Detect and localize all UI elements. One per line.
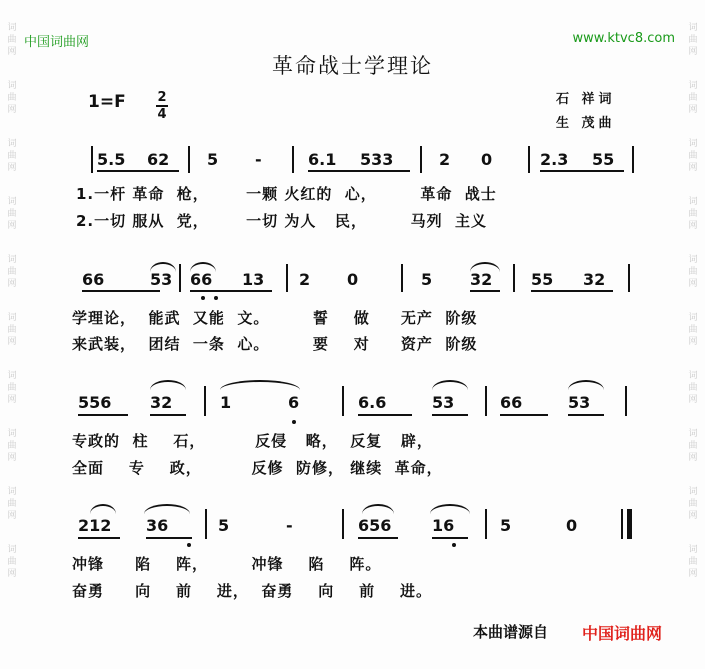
site-url-right[interactable]: www.ktvc8.com [572, 31, 675, 46]
watermark-group [7, 428, 16, 464]
watermark-char: 网 [7, 511, 17, 521]
watermark-group [7, 312, 16, 348]
lyrics-verse-1: 学理论， 能武 又能 文。 誓 做 无产 阶级 [72, 309, 478, 327]
composer-credit: 生 茂曲 [556, 116, 616, 131]
watermark-group [7, 80, 16, 116]
watermark-char: 曲 [688, 209, 698, 219]
watermark-char: 曲 [688, 325, 698, 335]
note-group: 5 [421, 270, 433, 289]
watermark-char: 词 [7, 313, 17, 323]
underline [432, 414, 468, 416]
note-group: 5.5 [97, 150, 126, 169]
barline [292, 146, 294, 173]
barline [204, 386, 206, 416]
time-sig-top: 2 [157, 90, 167, 105]
watermark-char: 网 [7, 453, 17, 463]
barline [342, 509, 344, 539]
note-group: 36 [146, 516, 169, 535]
note-group: 16 [432, 516, 455, 535]
underline [358, 537, 398, 539]
barline [91, 146, 93, 173]
note-group: 0 [481, 150, 493, 169]
note-group: 6.6 [358, 393, 387, 412]
note-group: 5 [207, 150, 219, 169]
note-group: 2 [439, 150, 451, 169]
watermark-char: 曲 [7, 441, 17, 451]
watermark-char: 词 [7, 81, 17, 91]
watermark-group [7, 254, 16, 290]
barline [401, 264, 403, 292]
watermark-char: 曲 [7, 499, 17, 509]
watermark-group [7, 138, 16, 174]
watermark-char: 曲 [7, 35, 17, 45]
watermark-char: 曲 [688, 35, 698, 45]
watermark-char: 词 [7, 487, 17, 497]
note-group: 5 [218, 516, 230, 535]
watermark-char: 词 [7, 139, 17, 149]
watermark-char: 词 [7, 429, 17, 439]
low-octave-dot [214, 296, 218, 300]
watermark-group [688, 370, 697, 406]
watermark-char: 网 [7, 569, 17, 579]
note-group: - [286, 516, 293, 535]
slur [220, 380, 300, 390]
source-label: 本曲谱源自 [473, 623, 549, 641]
note-group: 66 [500, 393, 523, 412]
barline [188, 146, 190, 173]
watermark-char: 网 [688, 337, 698, 347]
key-signature: 1=F [88, 92, 126, 112]
watermark-char: 词 [688, 255, 698, 265]
watermark-char: 词 [688, 487, 698, 497]
barline [420, 146, 422, 173]
watermark-group [688, 486, 697, 522]
watermark-char: 词 [7, 23, 17, 33]
watermark-group [688, 138, 697, 174]
slur [430, 504, 470, 514]
barline [485, 509, 487, 539]
note-group: 5 [500, 516, 512, 535]
song-title: 革命战士学理论 [272, 54, 433, 78]
barline [632, 146, 634, 173]
note-group: 53 [150, 270, 173, 289]
barline [286, 264, 288, 292]
watermark-char: 曲 [7, 267, 17, 277]
lyrics-verse-1: 冲锋 陷 阵， 冲锋 陷 阵。 [72, 555, 382, 573]
source-site-link[interactable]: 中国词曲网 [582, 624, 663, 643]
slur [432, 380, 468, 390]
left-watermark-strip [2, 0, 22, 669]
watermark-char: 曲 [688, 441, 698, 451]
lyricist-credit: 石 祥词 [556, 92, 616, 107]
note-group: 0 [347, 270, 359, 289]
time-sig-bottom: 4 [157, 107, 167, 122]
slur [90, 504, 116, 514]
watermark-group [7, 370, 16, 406]
underline [82, 290, 160, 292]
barline [628, 264, 630, 292]
watermark-char: 曲 [7, 209, 17, 219]
watermark-char: 曲 [7, 557, 17, 567]
watermark-group [688, 428, 697, 464]
watermark-char: 词 [7, 371, 17, 381]
note-group: 6 [288, 393, 300, 412]
watermark-group [688, 312, 697, 348]
note-group: 53 [568, 393, 591, 412]
note-group: 1 [220, 393, 232, 412]
watermark-char: 词 [688, 429, 698, 439]
watermark-char: 网 [688, 279, 698, 289]
final-barline [627, 509, 632, 539]
underline [150, 414, 186, 416]
note-group: 32 [470, 270, 493, 289]
note-group: 13 [242, 270, 265, 289]
watermark-char: 词 [688, 23, 698, 33]
lyrics-verse-2: 奋勇 向 前 进， 奋勇 向 前 进。 [72, 582, 432, 600]
note-group: 533 [360, 150, 394, 169]
note-group: - [255, 150, 262, 169]
lyrics-verse-1: 1.一杆 革命 枪， 一颗 火红的 心， 革命 战士 [76, 185, 497, 203]
underline [432, 537, 468, 539]
watermark-char: 曲 [688, 267, 698, 277]
watermark-char: 网 [688, 453, 698, 463]
watermark-char: 词 [7, 255, 17, 265]
underline [568, 414, 604, 416]
barline [179, 264, 181, 292]
watermark-char: 网 [688, 221, 698, 231]
low-octave-dot [292, 420, 296, 424]
note-group: 53 [432, 393, 455, 412]
slur [362, 504, 394, 514]
watermark-char: 词 [688, 81, 698, 91]
note-group: 32 [150, 393, 173, 412]
watermark-char: 网 [688, 105, 698, 115]
watermark-group [7, 544, 16, 580]
underline [531, 290, 613, 292]
underline [540, 170, 624, 172]
lyrics-verse-1: 专政的 柱 石， 反侵 略， 反复 辟， [72, 432, 433, 450]
watermark-char: 曲 [7, 93, 17, 103]
watermark-char: 曲 [688, 557, 698, 567]
note-group: 656 [358, 516, 392, 535]
note-group: 6.1 [308, 150, 337, 169]
underline [500, 414, 548, 416]
underline [78, 414, 128, 416]
low-octave-dot [452, 543, 456, 547]
site-name-left[interactable]: 中国词曲网 [24, 35, 90, 50]
barline [485, 386, 487, 416]
watermark-char: 网 [7, 221, 17, 231]
note-group: 32 [583, 270, 606, 289]
watermark-char: 网 [7, 395, 17, 405]
underline [308, 170, 410, 172]
watermark-group [688, 80, 697, 116]
watermark-char: 曲 [688, 151, 698, 161]
low-octave-dot [201, 296, 205, 300]
underline [470, 290, 500, 292]
watermark-char: 网 [7, 163, 17, 173]
note-group: 2 [299, 270, 311, 289]
watermark-char: 曲 [7, 151, 17, 161]
watermark-char: 网 [688, 395, 698, 405]
underline [358, 414, 412, 416]
watermark-char: 网 [688, 569, 698, 579]
watermark-group [7, 486, 16, 522]
watermark-char: 词 [688, 197, 698, 207]
watermark-char: 词 [7, 197, 17, 207]
watermark-group [688, 254, 697, 290]
watermark-group [7, 196, 16, 232]
watermark-char: 词 [688, 371, 698, 381]
watermark-char: 词 [7, 545, 17, 555]
underline [146, 537, 192, 539]
watermark-group [688, 196, 697, 232]
watermark-char: 曲 [688, 499, 698, 509]
watermark-char: 网 [7, 279, 17, 289]
watermark-char: 词 [688, 545, 698, 555]
note-group: 62 [147, 150, 170, 169]
lyrics-verse-2: 2.一切 服从 党， 一切 为人 民， 马列 主义 [76, 212, 488, 230]
watermark-char: 网 [688, 47, 698, 57]
barline [513, 264, 515, 292]
slur [150, 380, 186, 390]
time-signature [156, 91, 168, 121]
watermark-char: 曲 [688, 383, 698, 393]
note-group: 66 [82, 270, 105, 289]
note-group: 55 [531, 270, 554, 289]
watermark-char: 网 [688, 163, 698, 173]
watermark-char: 网 [688, 511, 698, 521]
note-group: 55 [592, 150, 615, 169]
barline [205, 509, 207, 539]
watermark-char: 曲 [7, 325, 17, 335]
barline [621, 509, 623, 539]
note-group: 556 [78, 393, 112, 412]
watermark-char: 词 [688, 139, 698, 149]
note-group: 212 [78, 516, 112, 535]
watermark-char: 曲 [7, 383, 17, 393]
watermark-char: 网 [7, 47, 17, 57]
lyrics-verse-2: 来武装， 团结 一条 心。 要 对 资产 阶级 [72, 335, 478, 353]
slur [568, 380, 604, 390]
low-octave-dot [187, 543, 191, 547]
watermark-char: 网 [7, 105, 17, 115]
watermark-char: 曲 [688, 93, 698, 103]
underline [78, 537, 120, 539]
note-group: 2.3 [540, 150, 569, 169]
note-group: 0 [566, 516, 578, 535]
barline [528, 146, 530, 173]
slur [144, 504, 190, 514]
underline [190, 290, 272, 292]
note-group: 66 [190, 270, 213, 289]
watermark-char: 词 [688, 313, 698, 323]
watermark-char: 网 [7, 337, 17, 347]
barline [625, 386, 627, 416]
lyrics-verse-2: 全面 专 政， 反修 防修， 继续 革命， [72, 459, 443, 477]
right-watermark-strip [683, 0, 703, 669]
barline [342, 386, 344, 416]
underline [97, 170, 179, 172]
watermark-group [688, 544, 697, 580]
